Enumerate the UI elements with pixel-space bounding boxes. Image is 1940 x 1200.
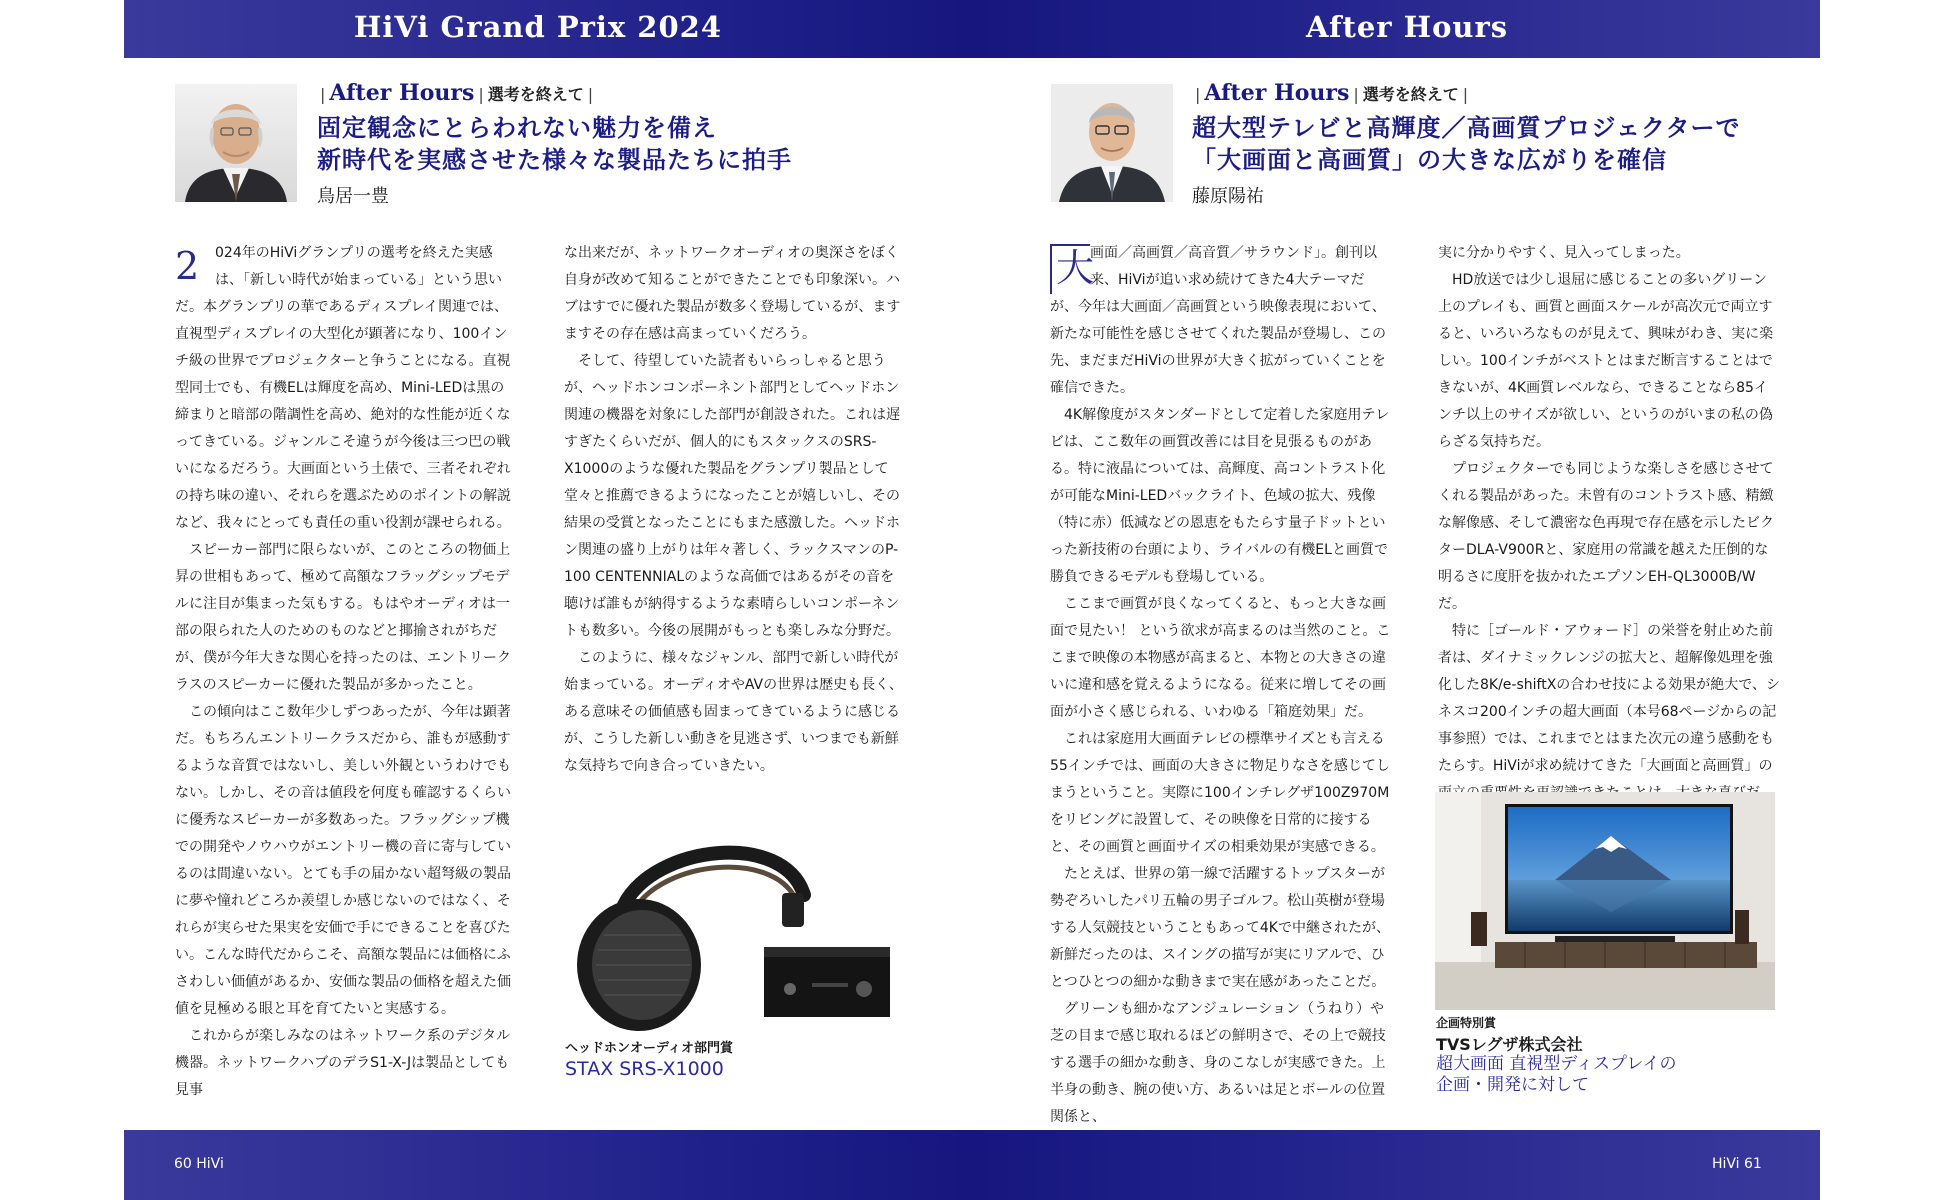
paragraph-text: 画面／高画質／高音質／サラウンド」。創刊以来、HiViが追い求め続けてきた4大テーマだが、今年は大画面／高画質という映像表現において、新たな可能性を感じさせてくれた製品が登場し、この先、まだまだHiViの世界が大きく拡がっていくことを確信できた。 bbox=[1050, 245, 1386, 396]
author-name-torii: 鳥居一豊 bbox=[317, 186, 389, 207]
product-award-label: ヘッドホンオーディオ部門賞 bbox=[565, 1041, 733, 1056]
paragraph: そして、待望していた読者もいらっしゃると思うが、ヘッドホンコンポーネント部門としてヘッドホン関連の機器を対象にした部門が創設された。これは遅すぎたくらいだが、個人的にもスタックスのSRS-X1000のような優れた製品をグランプリ製品として堂々と推薦できるようになったことが嬉しいし、その結果の受賞となったことにもまた感激した。ヘッドホン関連の盛り上がりは年々著しく、ラックスマンのP-100 CENTENNIALのような高価ではあるがその音を聴けば誰もが納得するような素晴らしいコンポーネントも数多い。今後の展開がもっとも楽しみな分野だ。 bbox=[564, 353, 900, 639]
kicker-subtitle: 選考を終えて bbox=[1362, 85, 1459, 104]
paragraph: スピーカー部門に限らないが、このところの物価上昇の世相もあって、極めて高額なフラッグシップモデルに注目が集まった気もする。もはやオーディオは一部の限られた人のためのものなどと揶揄されがちだが、僕が今年大きな関心を持ったのは、エントリークラスのスピーカーに優れた製品が多かったこと。 bbox=[175, 542, 511, 693]
kicker-subtitle: 選考を終えて bbox=[487, 85, 584, 104]
paragraph-text: 024年のHiViグランプリの選考を終えた実感は、「新しい時代が始まっている」という思いだ。本グランプリの華であるディスプレイ関連では、直視型ディスプレイの大型化が顕著になり、100インチ級の世界でプロジェクターと争うことになる。直視型同士でも、有機ELは輝度を高め、Mini-LEDは黒の締まりと暗部の階調性を高め、絶対的な性能が近くなってきている。ジャンルこそ違うが今後は三つ巴の戦いになるだろう。大画面という土俵で、三者それぞれの持ち味の違い、それらを選ぶためのポイントの解説など、我々にとっても責任の重い役割が課せられる。 bbox=[175, 245, 511, 531]
magazine-spread bbox=[124, 0, 1820, 1200]
product-name: STAX SRS-X1000 bbox=[565, 1058, 724, 1080]
paragraph: プロジェクターでも同じような楽しさを感じさせてくれる製品があった。未曾有のコントラスト感、精緻な解像感、そして濃密な色再現で存在感を示したビクターDLA-V900Rと、家庭用の常識を越えた圧倒的な明るさに度肝を抜かれたエプソンEH-QL3000B/Wだ。 bbox=[1438, 461, 1774, 612]
award-description-line: 超大画面 直視型ディスプレイの bbox=[1436, 1054, 1677, 1074]
author-portrait-fujiwara bbox=[1051, 84, 1173, 202]
paragraph: HD放送では少し退屈に感じることの多いグリーン上のプレイも、画質と画面スケールが高次元で両立すると、いろいろなものが見えて、興味がわき、実に楽しい。100インチがベストとはまだ断言することはできないが、4K画質レベルなら、できることなら85インチ以上のサイズが欲しい、というのがいまの私の偽らざる気持ちだ。 bbox=[1438, 272, 1774, 450]
left-page-title: HiVi Grand Prix 2024 bbox=[354, 10, 723, 44]
right-folio: HiVi 61 bbox=[1712, 1156, 1762, 1172]
header-band bbox=[124, 0, 1820, 58]
paragraph: グリーンも細かなアンジュレーション（うねり）や芝の目まで感じ取れるほどの鮮明さで、その上で競技する選手の細かな動き、身のこなしが実感できた。上半身の動き、腕の使い方、あるいは足とボールの位置関係と、 bbox=[1050, 1001, 1386, 1125]
left-folio: 60 HiVi bbox=[174, 1156, 224, 1172]
paragraph bbox=[1050, 240, 1392, 402]
right-article-column-2 bbox=[1438, 240, 1780, 807]
paragraph: 実に分かりやすく、見入ってしまった。 bbox=[1438, 245, 1690, 261]
paragraph: な出来だが、ネットワークオーディオの奥深さをぼく自身が改めて知ることができたことでも印象深い。ハブはすでに優れた製品が数多く登場しているが、ますますその存在感は高まっていくだろう。 bbox=[564, 245, 901, 342]
author-portrait-torii bbox=[175, 84, 297, 202]
right-page-title: After Hours bbox=[1306, 10, 1509, 44]
kicker-divider: | bbox=[320, 85, 326, 104]
paragraph: この傾向はここ数年少しずつあったが、今年は顕著だ。もちろんエントリークラスだから、誰もが感動するような音質ではないし、美しい外観というわけでもない。しかし、その音は値段を何度も確認するくらいに優秀なスピーカーが多数あった。フラッグシップ機での開発やノウハウがエントリー機の音に寄与しているのは間違いない。とても手の届かない超弩級の製品に夢や憧れどころか羨望しか感じないのではなく、それらが実らせた果実を安価で手にできることを喜びたい。こんな時代だからこそ、高額な製品には価格にふさわしい価値があるか、安価な製品の価格を超えた価値を見極める眼と耳を育てたいと実感する。 bbox=[175, 704, 511, 1017]
paragraph: たとえば、世界の第一線で活躍するトップスターが勢ぞろいしたパリ五輪の男子ゴルフ。松山英樹が登場する人気競技ということもあって4Kで中継されたが、新鮮だったのは、スイングの描写が実にリアルで、ひとつひとつの細かな動きまで実在感があったことだ。 bbox=[1050, 866, 1390, 990]
headline-line: 固定観念にとらわれない魅力を備え bbox=[317, 114, 717, 142]
paragraph: これは家庭用大画面テレビの標準サイズとも言える55インチでは、画面の大きさに物足りなさを感じてしまうということ。実際に100インチレグザ100Z970Mをリビングに設置して、その映像を日常的に接すると、その画質と画面サイズの相乗効果が実感できる。 bbox=[1050, 731, 1390, 855]
drop-cap: 大 bbox=[1050, 244, 1090, 294]
special-award-label: 企画特別賞 bbox=[1436, 1016, 1497, 1030]
left-headline bbox=[317, 112, 792, 176]
drop-cap: 2 bbox=[175, 244, 200, 288]
award-description-line: 企画・開発に対して bbox=[1436, 1075, 1589, 1095]
kicker-divider: | bbox=[1353, 85, 1359, 104]
paragraph: 特に［ゴールド・アウォード］の栄誉を射止めた前者は、ダイナミックレンジの拡大と、超解像処理を強化した8K/e-shiftXの合わせ技による効果が絶大で、シネスコ200インチの超大画面（本号68ページからの記事参照）では、これまでとはまた次元の違う感動をもたらす。HiViが求め続けてきた「大画面と高画質」の bbox=[1438, 623, 1781, 774]
kicker-divider: | bbox=[1462, 85, 1469, 104]
left-kicker bbox=[316, 80, 597, 106]
right-kicker bbox=[1191, 80, 1472, 106]
headline-line: 「大画面と高画質」の大きな広がりを確信 bbox=[1192, 146, 1667, 174]
award-description bbox=[1436, 1054, 1677, 1096]
left-article-column-2 bbox=[564, 240, 906, 780]
after-hours-label: After Hours bbox=[1204, 80, 1350, 106]
paragraph: これからが楽しみなのはネットワーク系のデジタル機器。ネットワークハブのデラS1-X-Jは製品としても見事 bbox=[175, 1028, 511, 1098]
paragraph bbox=[175, 240, 517, 537]
paragraph: ここまで画質が良くなってくると、もっと大きな画面で見たい！ という欲求が高まるのは当然のこと。ここまで映像の本物感が高まると、本物との大きさの違いに違和感を覚えるようになる。従来に増してその画面が小さく感じられる、いわゆる「箱庭効果」だ。 bbox=[1050, 596, 1391, 720]
headline-line: 新時代を実感させた様々な製品たちに拍手 bbox=[317, 146, 792, 174]
footer-band bbox=[124, 1130, 1820, 1200]
paragraph: 4K解像度がスタンダードとして定着した家庭用テレビは、ここ数年の画質改善には目を見張るものがある。特に液晶については、高輝度、高コントラスト化が可能なMini-LEDバックライト、色域の拡大、残像（特に赤）低減などの恩恵をもたらす量子ドットといった新技術の台頭により、ライバルの有機ELと画質で勝負できるモデルも登場している。 bbox=[1050, 407, 1390, 585]
left-article-column-1 bbox=[175, 240, 517, 1104]
kicker-divider: | bbox=[1195, 85, 1201, 104]
headphone-product-photo bbox=[564, 835, 904, 1035]
kicker-divider: | bbox=[478, 85, 484, 104]
paragraph: このように、様々なジャンル、部門で新しい時代が始まっている。オーディオやAVの世界は歴史も長く、ある意味その価値感も固まってきているように感じるが、こうした新しい動きを見逃さず、いつまでも新鮮な気持ちで向き合っていきたい。 bbox=[564, 650, 903, 774]
author-name-fujiwara: 藤原陽祐 bbox=[1192, 186, 1264, 207]
tv-living-room-photo bbox=[1435, 792, 1775, 1010]
after-hours-label: After Hours bbox=[329, 80, 475, 106]
headline-line: 超大型テレビと高輝度／高画質プロジェクターで bbox=[1192, 114, 1741, 142]
kicker-divider: | bbox=[587, 85, 594, 104]
award-company: TVSレグザ株式会社 bbox=[1436, 1035, 1583, 1054]
right-article-column-1 bbox=[1050, 240, 1392, 1131]
right-headline bbox=[1192, 112, 1741, 176]
